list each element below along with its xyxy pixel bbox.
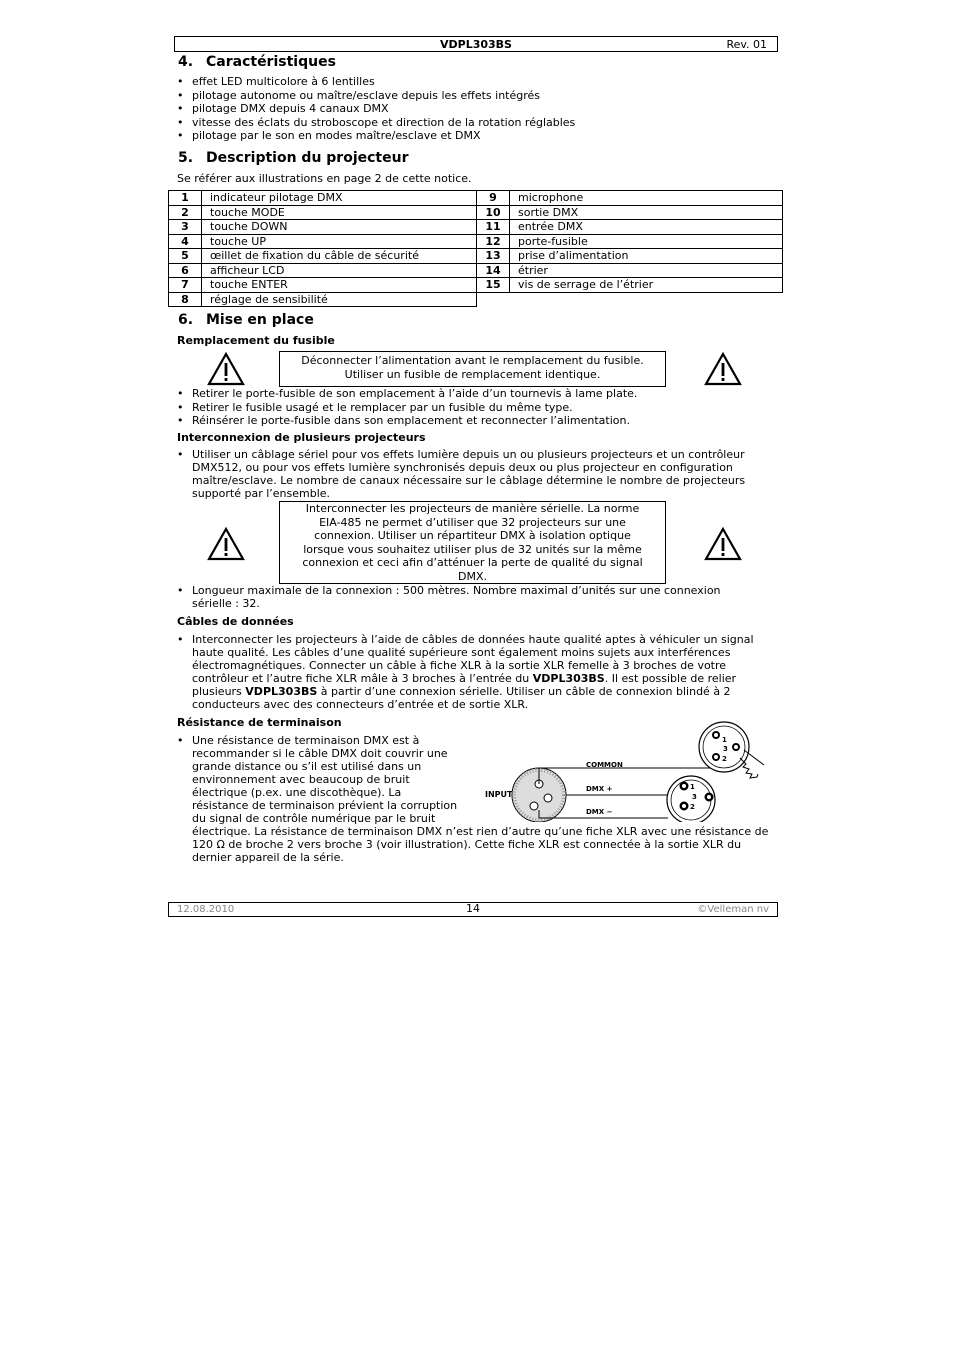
table-row: 13 prise d’alimentation bbox=[477, 249, 783, 264]
list-item: • Interconnecter les projecteurs à l’aide de câbles de données haute qualité aptes à véhiculer un signal haute qualité. Les câbles d’une qualité supérieure sont également moins sujets aux interférences électromagnétiques. Connecter un câble à fiche XLR à la sortie XLR femelle à 3 broches de votre contrôleur et l’autre fiche XLR mâle à 3 broches à l’entrée du VDPL303BS. Il est possible de relier plusieurs VDPL303BS à partir d’une connexion sérielle. Utiliser un câble de connexion blindé à 2 conducteurs avec des connecteurs d’entrée et de sortie XLR. bbox=[177, 633, 769, 711]
table-row: 10 sortie DMX bbox=[477, 205, 783, 220]
max-length-list bbox=[177, 584, 757, 610]
svg-text:1: 1 bbox=[690, 783, 695, 791]
table-row: 8 réglage de sensibilité bbox=[169, 292, 477, 307]
list-item: • Retirer le porte-fusible de son emplacement à l’aide d’un tournevis à lame plate. bbox=[177, 387, 777, 401]
xlr-termination-diagram bbox=[482, 720, 772, 822]
fuse-warning-box: Déconnecter l’alimentation avant le remplacement du fusible. Utiliser un fusible de remplacement identique. bbox=[279, 351, 666, 387]
table-row: 15 vis de serrage de l’étrier bbox=[477, 278, 783, 293]
diagram-common-label: COMMON bbox=[586, 761, 623, 769]
interconnect-subheading: Interconnexion de plusieurs projecteurs bbox=[177, 431, 426, 444]
svg-text:3: 3 bbox=[692, 793, 697, 801]
table-row: 4 touche UP bbox=[169, 234, 477, 249]
table-row: 2 touche MODE bbox=[169, 205, 477, 220]
diagram-dmx-plus-label: DMX + bbox=[586, 785, 613, 793]
svg-text:3: 3 bbox=[723, 745, 728, 753]
features-list bbox=[177, 75, 777, 143]
terminator-plug bbox=[699, 722, 764, 778]
list-item: • Réinsérer le porte-fusible dans son emplacement et reconnecter l’alimentation. bbox=[177, 414, 777, 428]
warning-triangle-icon bbox=[704, 352, 742, 386]
list-item: • pilotage par le son en modes maître/esclave et DMX bbox=[177, 129, 777, 143]
interconnect-warning-box: Interconnecter les projecteurs de manière sérielle. La norme EIA-485 ne permet d’utiliser que 32 projecteurs sur une connexion. Utiliser un répartiteur DMX à isolation optique lorsque vous souhaitez utiliser plus de 32 unités sur la même connexion et ceci afin d’atténuer la perte de qualité du signal DMX. bbox=[279, 501, 666, 584]
table-row: 5 œillet de fixation du câble de sécurité bbox=[169, 249, 477, 264]
table-row: 11 entrée DMX bbox=[477, 220, 783, 235]
fuse-steps-list bbox=[177, 387, 777, 428]
table-row: 7 touche ENTER bbox=[169, 278, 477, 293]
section-4-heading: 4. Caractéristiques bbox=[178, 54, 336, 70]
header-revision: Rev. 01 bbox=[726, 38, 767, 51]
section-5-heading: 5. Description du projecteur bbox=[178, 150, 409, 166]
warning-triangle-icon bbox=[207, 352, 245, 386]
svg-text:2: 2 bbox=[722, 755, 727, 763]
output-connector bbox=[667, 776, 715, 822]
list-item: • pilotage DMX depuis 4 canaux DMX bbox=[177, 102, 777, 116]
table-row: 14 étrier bbox=[477, 263, 783, 278]
parts-table-right bbox=[476, 190, 783, 293]
fuse-subheading: Remplacement du fusible bbox=[177, 334, 335, 347]
section-6-heading: 6. Mise en place bbox=[178, 312, 314, 328]
cables-subheading: Câbles de données bbox=[177, 615, 294, 628]
footer-page-number: 14 bbox=[466, 902, 480, 915]
list-item: • Retirer le fusible usagé et le remplacer par un fusible du même type. bbox=[177, 401, 777, 415]
interconnect-list bbox=[177, 448, 767, 500]
header-title: VDPL303BS bbox=[440, 38, 512, 51]
footer-copyright: ©Velleman nv bbox=[697, 904, 769, 915]
list-item: • Utiliser un câblage sériel pour vos effets lumière depuis un ou plusieurs projecteurs et un contrôleur DMX512, ou pour vos effets lumière synchronisés depuis deux ou plus projecteur en configuration maître/esclave. Le nombre de canaux nécessaire sur le câblage détermine le nombre de projecteurs supporté par l’ensemble. bbox=[177, 448, 767, 500]
table-row: 9 microphone bbox=[477, 191, 783, 206]
section-5-intro: Se référer aux illustrations en page 2 de cette notice. bbox=[177, 172, 472, 185]
page-header bbox=[174, 36, 778, 52]
warning-triangle-icon bbox=[704, 527, 742, 561]
list-item: • vitesse des éclats du stroboscope et direction de la rotation réglables bbox=[177, 116, 777, 130]
termination-subheading: Résistance de terminaison bbox=[177, 716, 342, 729]
table-row: 6 afficheur LCD bbox=[169, 263, 477, 278]
footer-date: 12.08.2010 bbox=[177, 904, 235, 915]
list-item: • pilotage autonome ou maître/esclave depuis les effets intégrés bbox=[177, 89, 777, 103]
table-row: 1 indicateur pilotage DMX bbox=[169, 191, 477, 206]
list-item: • Une résistance de terminaison DMX est à recommander si le câble DMX doit couvrir une grande distance ou s’il est utilisé dans un environnement avec beaucoup de bruit électrique (p.ex. une discothèque). La résistance de terminaison prévient la corruption du signal de contrôle numérique par le bruit électrique. La résistance de terminaison DMX n’est rien d’autre qu’une fiche XLR avec une résistance de 120 Ω de broche 2 vers broche 3 (voir illustration). Cette fiche XLR est connectée à la sortie XLR du dernier appareil de la série. bbox=[177, 734, 777, 864]
svg-text:1: 1 bbox=[722, 736, 727, 744]
svg-text:2: 2 bbox=[690, 803, 695, 811]
list-item: • Longueur maximale de la connexion : 500 mètres. Nombre maximal d’unités sur une connexion sérielle : 32. bbox=[177, 584, 757, 610]
list-item: • effet LED multicolore à 6 lentilles bbox=[177, 75, 777, 89]
page-footer bbox=[168, 902, 778, 917]
table-row: 12 porte-fusible bbox=[477, 234, 783, 249]
cables-list bbox=[177, 633, 769, 711]
table-row: 3 touche DOWN bbox=[169, 220, 477, 235]
diagram-dmx-minus-label: DMX − bbox=[586, 808, 613, 816]
parts-table-left bbox=[168, 190, 477, 307]
warning-triangle-icon bbox=[207, 527, 245, 561]
diagram-input-label: INPUT bbox=[485, 790, 513, 799]
